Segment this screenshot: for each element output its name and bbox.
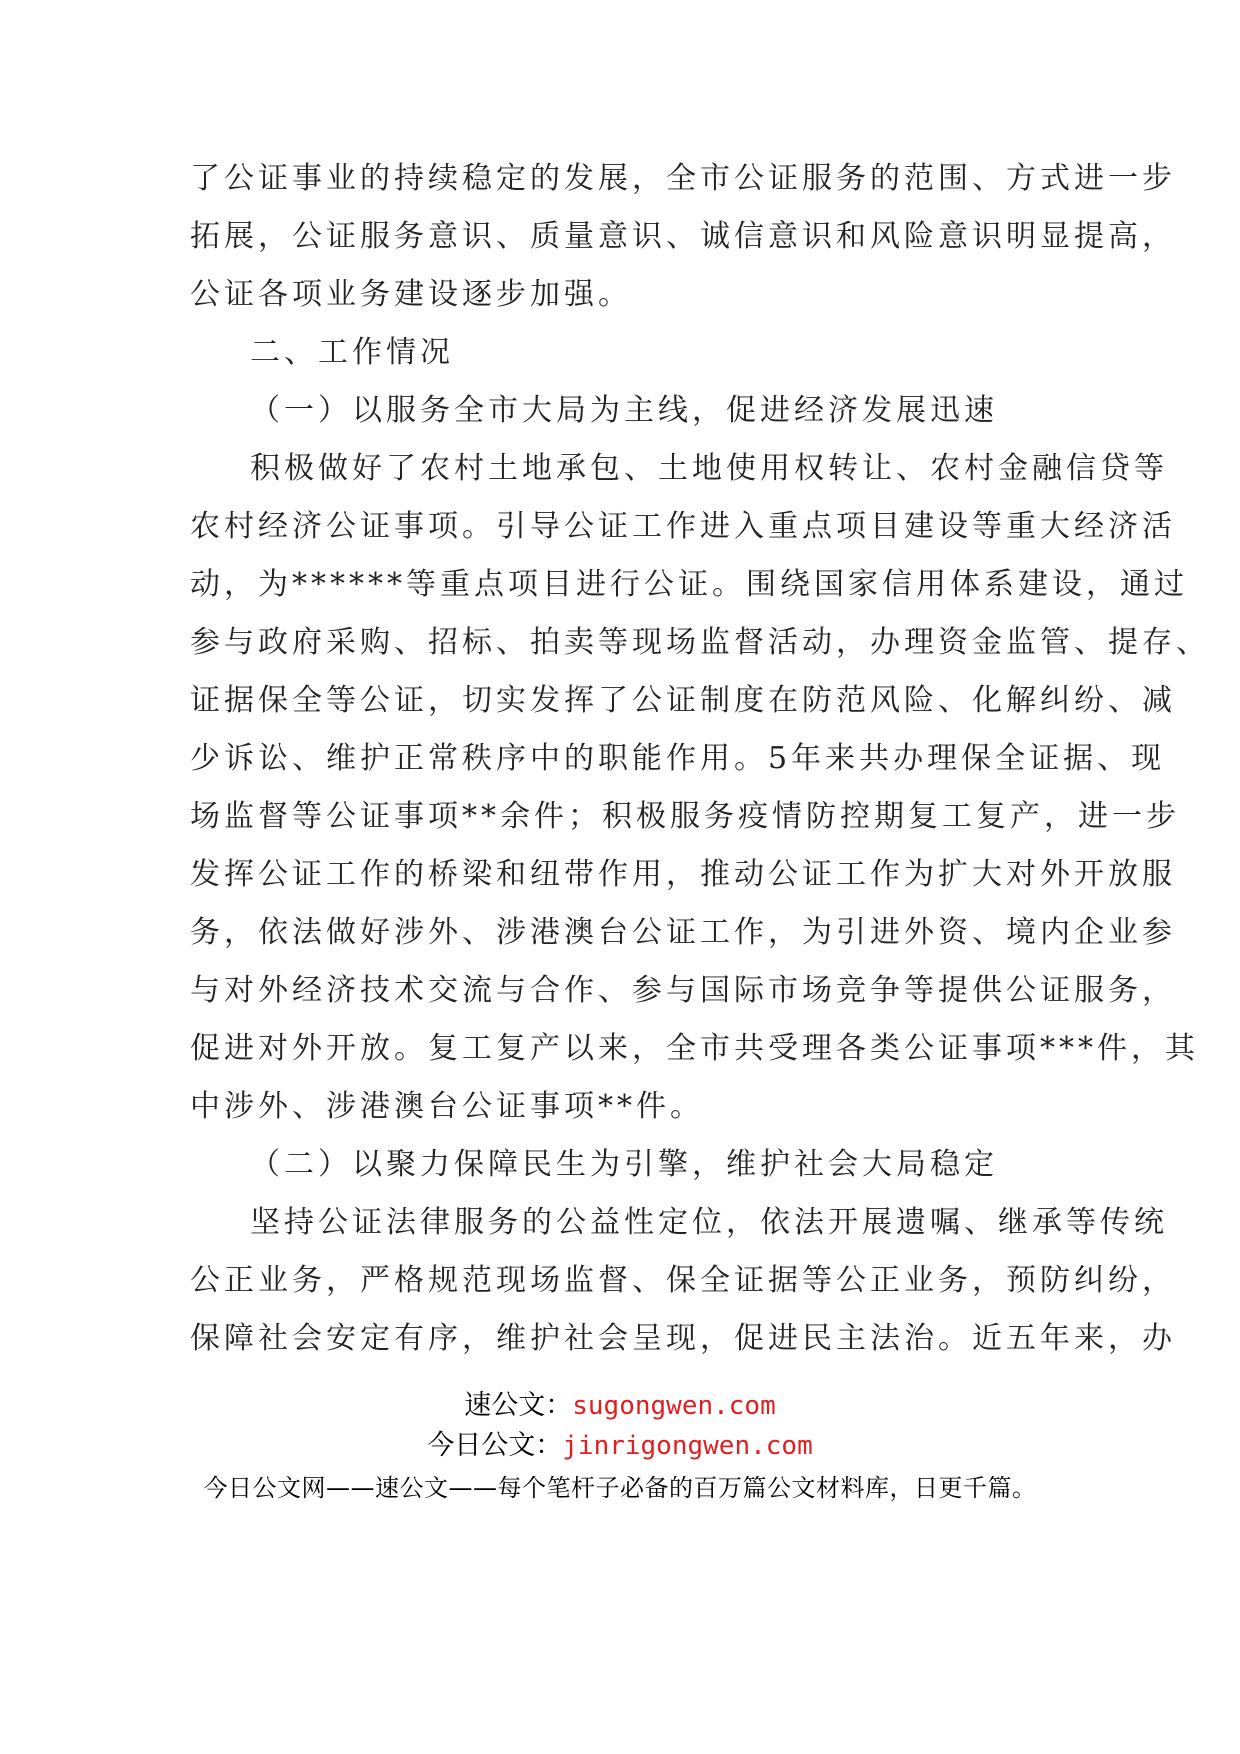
body-line: 与对外经济技术交流与合作、参与国际市场竞争等提供公证服务， (190, 973, 1176, 1008)
body-line: 坚持公证法律服务的公益性定位，依法开展遗嘱、继承等传统 (250, 1205, 1168, 1240)
subsection-heading: （一）以服务全市大局为主线，促进经济发展迅速 (250, 393, 998, 428)
body-line: 务，依法做好涉外、涉港澳台公证工作，为引进外资、境内企业参 (190, 915, 1176, 950)
body-line: 保障社会安定有序，维护社会呈现，促进民主法治。近五年来，办 (190, 1321, 1176, 1356)
body-line: 农村经济公证事项。引导公证工作进入重点项目建设等重大经济活 (190, 509, 1176, 544)
body-line: 促进对外开放。复工复产以来，全市共受理各类公证事项***件，其 (190, 1031, 1199, 1066)
footer-site-line-1 (0, 1386, 1240, 1426)
footer-tagline: 今日公文网——速公文——每个笔杆子必备的百万篇公文材料库，日更千篇。 (203, 1474, 1037, 1502)
footer-label: 速公文： (464, 1390, 573, 1421)
body-line: 公正业务，严格规范现场监督、保全证据等公正业务，预防纠纷， (190, 1263, 1176, 1298)
body-line: 场监督等公证事项**余件；积极服务疫情防控期复工复产，进一步 (190, 799, 1180, 834)
body-line: 拓展，公证服务意识、质量意识、诚信意识和风险意识明显提高， (190, 219, 1176, 254)
body-line: 了公证事业的持续稳定的发展，全市公证服务的范围、方式进一步 (190, 161, 1176, 196)
section-heading: 二、工作情况 (250, 335, 454, 370)
footer-link[interactable]: jinrigongwen.com (562, 1431, 813, 1461)
body-line: 证据保全等公证，切实发挥了公证制度在防范风险、化解纠纷、减 (190, 683, 1176, 718)
subsection-heading: （二）以聚力保障民生为引擎，维护社会大局稳定 (250, 1147, 998, 1182)
footer-site-line-2 (0, 1426, 1240, 1466)
body-line: 参与政府采购、招标、拍卖等现场监督活动，办理资金监管、提存、 (190, 625, 1210, 660)
footer-link[interactable]: sugongwen.com (572, 1391, 776, 1421)
body-line: 动，为******等重点项目进行公证。围绕国家信用体系建设，通过 (190, 567, 1188, 602)
body-line: 中涉外、涉港澳台公证事项**件。 (190, 1089, 704, 1124)
body-line: 积极做好了农村土地承包、土地使用权转让、农村金融信贷等 (250, 451, 1168, 486)
footer-label: 今日公文： (427, 1430, 563, 1461)
body-line: 公证各项业务建设逐步加强。 (190, 277, 632, 312)
body-line: 发挥公证工作的桥梁和纽带作用，推动公证工作为扩大对外开放服 (190, 857, 1176, 892)
body-line: 少诉讼、维护正常秩序中的职能作用。5年来共办理保全证据、现 (190, 741, 1166, 776)
